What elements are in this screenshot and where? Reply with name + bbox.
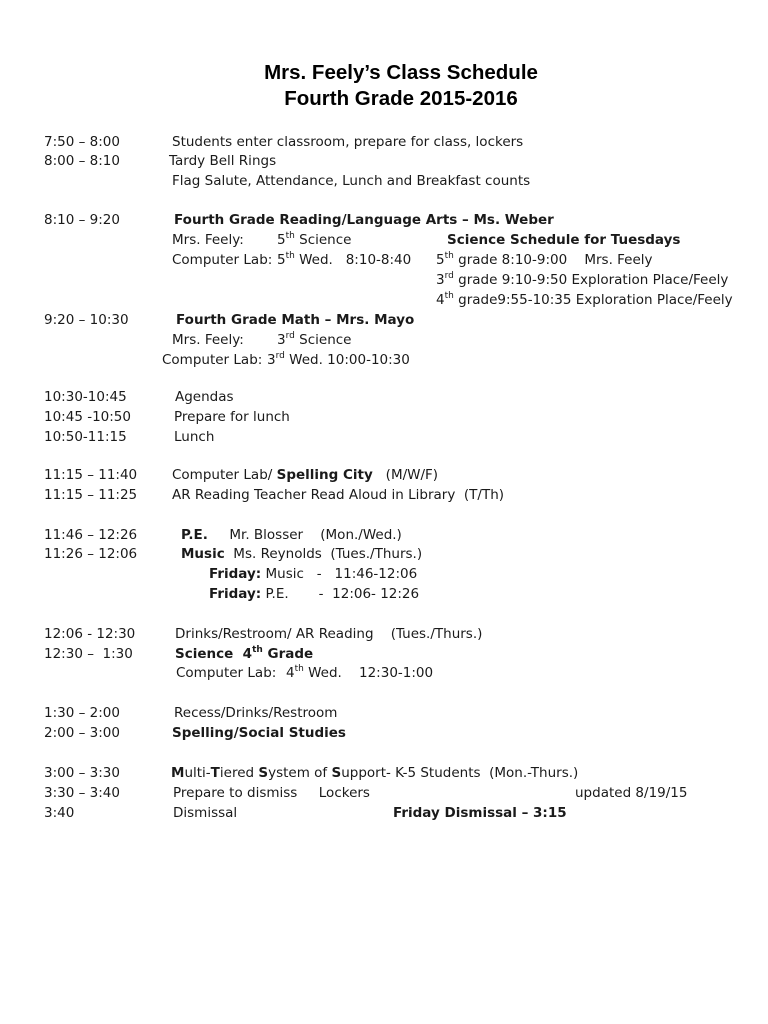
time-cell: 8:10 – 9:20 [44,212,120,228]
time-cell: 7:50 – 8:00 [44,134,120,150]
time-cell: 10:30-10:45 [44,389,127,405]
document-title: Mrs. Feely’s Class Schedule [264,61,538,84]
activity-cell: Music Ms. Reynolds (Tues./Thurs.) [181,546,423,562]
science-schedule-row: 5th grade 8:10-9:00 Mrs. Feely [436,251,653,268]
science-schedule-row: 3rd grade 9:10-9:50 Exploration Place/Feely [436,271,729,288]
science-detail: 5th Science [277,231,352,248]
time-cell: 12:06 - 12:30 [44,626,136,642]
activity-cell: Science 4th Grade [175,645,314,662]
activity-cell: Agendas [175,389,234,405]
time-cell: 3:00 – 3:30 [44,765,120,781]
time-cell: 1:30 – 2:00 [44,705,120,721]
science-label: Mrs. Feely: [172,232,244,248]
computer-lab-label: Computer Lab: [176,665,277,681]
activity-cell: Spelling/Social Studies [172,725,346,741]
time-cell: 11:15 – 11:40 [44,467,138,483]
computer-lab-detail: 5th Wed. 8:10-8:40 [277,251,412,268]
activity-cell: P.E. Mr. Blosser (Mon./Wed.) [181,527,402,543]
science-schedule-heading: Science Schedule for Tuesdays [447,232,681,248]
activity-cell: Computer Lab/ Spelling City (M/W/F) [172,467,439,483]
activity-cell: Fourth Grade Math – Mrs. Mayo [176,312,415,328]
activity-cell: Prepare for lunch [174,409,290,425]
document-subtitle: Fourth Grade 2015-2016 [284,87,518,110]
time-cell: 2:00 – 3:00 [44,725,120,741]
friday-schedule-row: Friday: Music - 11:46-12:06 [209,566,418,582]
time-cell: 11:15 – 11:25 [44,487,138,503]
activity-cell: Drinks/Restroom/ AR Reading (Tues./Thurs.) [175,626,483,642]
time-cell: 3:40 [44,805,75,821]
activity-cell: AR Reading Teacher Read Aloud in Library (T/Th) [172,487,505,503]
time-cell: 12:30 – 1:30 [44,646,133,662]
friday-dismissal-note: Friday Dismissal – 3:15 [393,805,567,821]
activity-cell: Prepare to dismiss Lockers [173,785,370,801]
computer-lab-label: Computer Lab: [172,252,273,268]
activity-cell: Recess/Drinks/Restroom [174,705,338,721]
activity-cell: Tardy Bell Rings [169,153,277,169]
activity-cell: Fourth Grade Reading/Language Arts – Ms. Weber [174,212,554,228]
activity-cell: Dismissal [173,805,238,821]
time-cell: 11:46 – 12:26 [44,527,138,543]
friday-schedule-row: Friday: P.E. - 12:06- 12:26 [209,586,420,602]
activity-cell: Lunch [174,429,215,445]
time-cell: 8:00 – 8:10 [44,153,120,169]
science-label: Mrs. Feely: [172,332,244,348]
time-cell: 10:45 -10:50 [44,409,131,425]
computer-lab-label: Computer Lab: [162,352,263,368]
activity-cell: Multi-Tiered System of Support- K-5 Students (Mon.-Thurs.) [171,765,579,781]
science-schedule-row: 4th grade9:55-10:35 Exploration Place/Feely [436,291,733,308]
updated-date: updated 8/19/15 [575,785,688,801]
activity-cell: Flag Salute, Attendance, Lunch and Breakfast counts [172,173,531,189]
time-cell: 3:30 – 3:40 [44,785,120,801]
time-cell: 11:26 – 12:06 [44,546,138,562]
activity-cell: Students enter classroom, prepare for class, lockers [172,134,524,150]
time-cell: 10:50-11:15 [44,429,127,445]
time-cell: 9:20 – 10:30 [44,312,129,328]
computer-lab-detail: 4th Wed. 12:30-1:00 [286,664,434,681]
computer-lab-detail: 3rd Wed. 10:00-10:30 [267,351,410,368]
science-detail: 3rd Science [277,331,352,348]
